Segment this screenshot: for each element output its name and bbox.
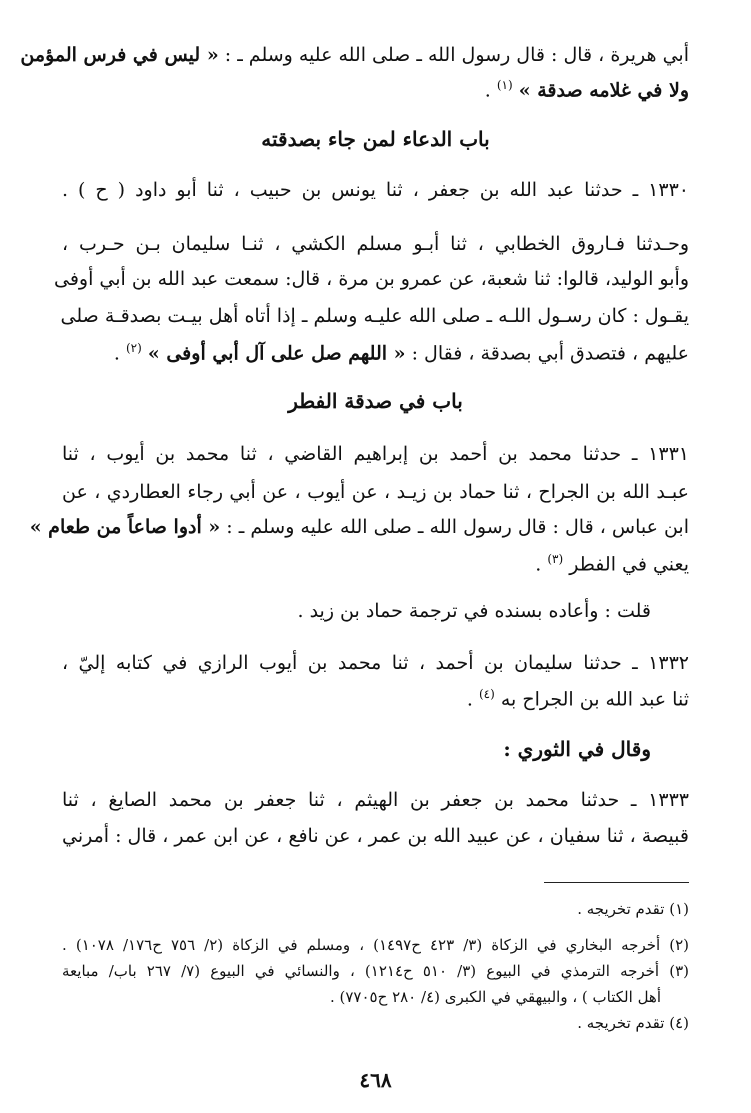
text-line-14 bbox=[62, 687, 689, 711]
text-line-1 bbox=[20, 44, 689, 67]
text-line-3: ١٣٣٠ ـ حدثنا عبد الله بن جعفر ، ثنا يونس بن حبيب ، ثنا أبو داود ( ح ) . bbox=[62, 179, 689, 201]
text-line-6: يقـول : كان رسـول اللـه ـ صلى الله عليـه وسلم ـ إذا أتاه أهل بيـت بصدقـة صلى bbox=[60, 305, 689, 327]
text-segment: . bbox=[113, 342, 120, 365]
hadith-quote: « ليس في فرس المؤمن bbox=[20, 44, 219, 66]
footnote-ref: (٢) bbox=[125, 341, 142, 355]
text-line-16: قبيصة ، ثنا سفيان ، عن عبيد الله بن عمر ، عن نافع ، عن ابن عمر ، قال : أمرني bbox=[61, 825, 689, 847]
text-line-9: عبـد الله بن الجراح ، ثنا حماد بن زيـد ، عن أيوب ، عن أبي رجاء العطاردي ، عن bbox=[62, 481, 689, 503]
chapter-heading: باب في صدقة الفطر bbox=[288, 389, 463, 413]
text-segment: . bbox=[484, 79, 491, 102]
hadith-quote: ولا في غلامه صدقة » bbox=[518, 79, 689, 102]
text-segment: . bbox=[466, 688, 473, 711]
text-segment: . bbox=[535, 553, 542, 576]
footnote-1: (١) تقدم تخريجه . bbox=[577, 900, 689, 918]
footnote-ref: (٣) bbox=[547, 552, 564, 566]
text-line-5: وأبو الوليد، قالوا: ثنا شعبة، عن عمرو بن مرة ، قال: سمعت عبد الله بن أبي أوفى bbox=[53, 268, 689, 290]
section-heading: وقال في الثوري : bbox=[503, 737, 651, 761]
text-line-7 bbox=[62, 341, 689, 365]
text-segment: أبي هريرة ، قال : قال رسول الله ـ صلى الله عليه وسلم ـ : bbox=[224, 44, 689, 66]
footnote-divider bbox=[544, 882, 689, 883]
footnote-2: (٢) أخرجه البخاري في الزكاة (٣/ ٤٢٣ ح١٤٩٧) ، ومسلم في الزكاة (٢/ ٧٥٦ ح١٧٦/ ١٠٧٨) . bbox=[62, 936, 689, 954]
text-segment: يعني في الفطر bbox=[569, 553, 689, 576]
chapter-heading: باب الدعاء لمن جاء بصدقته bbox=[261, 127, 490, 151]
footnote-4: (٤) تقدم تخريجه . bbox=[577, 1014, 689, 1032]
footnote-ref: (١) bbox=[496, 78, 513, 92]
text-line-12: قلت : وأعاده بسنده في ترجمة حماد بن زيد . bbox=[297, 600, 651, 622]
text-line-15: ١٣٣٣ ـ حدثنا محمد بن جعفر بن الهيثم ، ثنا جعفر بن محمد الصايغ ، ثنا bbox=[62, 789, 689, 811]
footnote-3-cont: أهل الكتاب ) ، والبيهقي في الكبرى (٤/ ٢٨٠ ح٧٧٠٥) . bbox=[329, 988, 661, 1006]
page-number: ٤٦٨ bbox=[359, 1068, 392, 1092]
text-line-10 bbox=[29, 516, 689, 539]
text-segment: ثنا عبد الله بن الجراح به bbox=[500, 688, 689, 711]
text-line-11 bbox=[62, 552, 689, 576]
footnote-3: (٣) أخرجه الترمذي في البيوع (٣/ ٥١٠ ح١٢١٤) ، والنسائي في البيوع (٧/ ٢٦٧ باب/ مبايعة bbox=[62, 962, 690, 980]
text-line-13: ١٣٣٢ ـ حدثنا سليمان بن أحمد ، ثنا محمد بن أيوب الرازي في كتابه إليّ ، bbox=[62, 652, 689, 674]
text-segment: ابن عباس ، قال : قال رسول الله ـ صلى الله عليه وسلم ـ : bbox=[226, 516, 689, 538]
text-line-8: ١٣٣١ ـ حدثنا محمد بن أحمد بن إبراهيم القاضي ، ثنا محمد بن أيوب ، ثنا bbox=[62, 443, 689, 465]
hadith-quote: « اللهم صل على آل أبي أوفى » bbox=[147, 342, 406, 365]
text-line-4: وحـدثنا فـاروق الخطابي ، ثنا أبـو مسلم الكشي ، ثنـا سليمان بـن حـرب ، bbox=[62, 233, 689, 255]
hadith-quote: « أدوا صاعاً من طعام » bbox=[29, 516, 221, 538]
text-segment: عليهم ، فتصدق أبي بصدقة ، فقال : bbox=[411, 342, 689, 365]
text-line-2 bbox=[62, 78, 689, 102]
footnote-ref: (٤) bbox=[478, 687, 495, 701]
